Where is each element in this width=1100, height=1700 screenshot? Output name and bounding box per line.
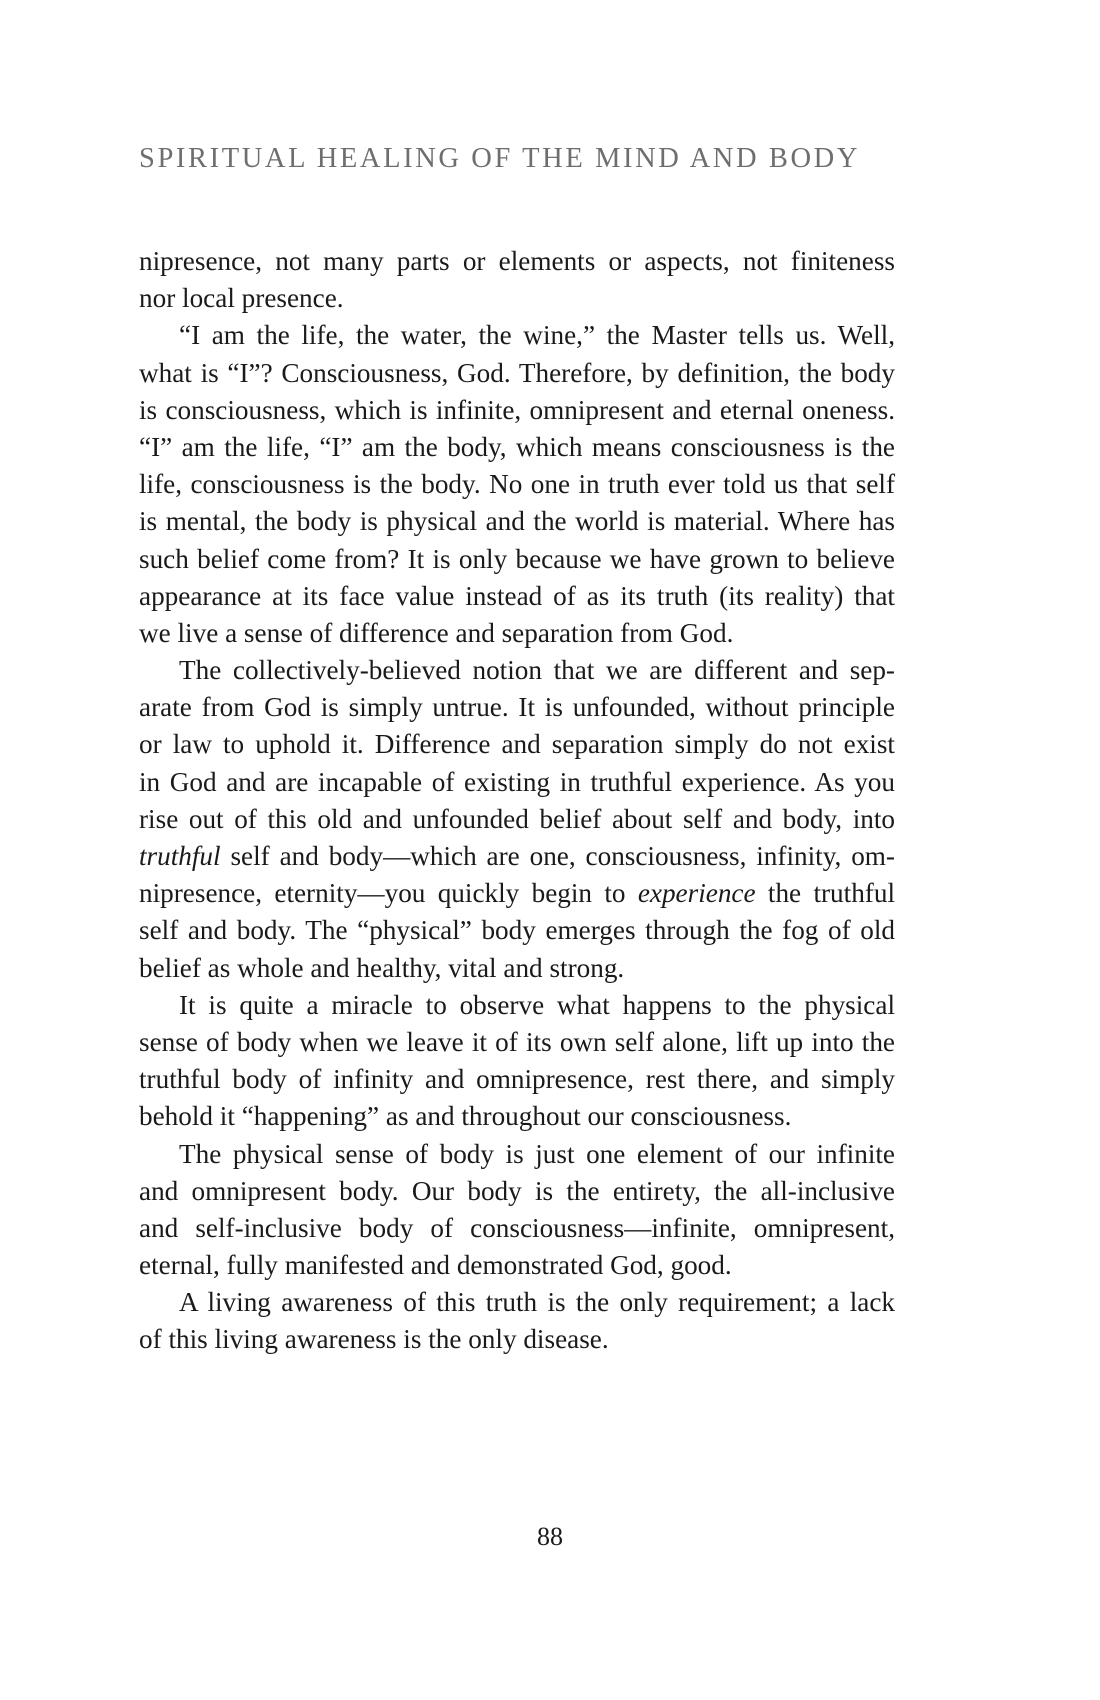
text-line: appearance at its face value instead of as its truth (its reality) that xyxy=(139,580,895,611)
body-text xyxy=(139,243,895,1359)
paragraph xyxy=(139,1284,895,1358)
text-line: or law to uphold it. Difference and separation simply do not exist xyxy=(139,729,895,760)
running-head: SPIRITUAL HEALING OF THE MIND AND BODY xyxy=(139,143,861,174)
page-number: 88 xyxy=(537,1522,563,1551)
italic-word: truthful xyxy=(139,841,221,871)
italic-word: experience xyxy=(637,878,756,909)
text-line: arate from God is simply untrue. It is unfounded, without principle xyxy=(139,692,895,723)
text-line: behold it “happening” as and throughout our consciousness. xyxy=(139,1101,792,1132)
text-line-with-italic xyxy=(139,838,895,875)
text-line: we live a sense of difference and separation from God. xyxy=(139,617,734,648)
text-segment: nipresence, eternity—you quickly begin to xyxy=(139,878,638,909)
text-line: “I am the life, the water, the wine,” the Master tells us. Well, xyxy=(179,320,895,351)
text-line: A living awareness of this truth is the only requirement; a lack xyxy=(179,1287,895,1318)
text-line: is consciousness, which is infinite, omnipresent and eternal oneness. xyxy=(139,394,895,425)
paragraph xyxy=(139,652,895,987)
text-line-with-italic xyxy=(139,875,895,912)
text-line: nipresence, not many parts or elements or aspects, not finiteness xyxy=(139,246,895,276)
text-line: is mental, the body is physical and the world is material. Where has xyxy=(139,506,895,537)
text-line: The physical sense of body is just one element of our infinite xyxy=(179,1138,895,1169)
text-segment: the truthful xyxy=(755,878,896,909)
text-line: truthful body of infinity and omnipresence, rest there, and simply xyxy=(139,1064,895,1095)
text-line: what is “I”? Consciousness, God. Therefore, by definition, the body xyxy=(139,357,895,388)
text-line: of this living awareness is the only disease. xyxy=(139,1324,609,1355)
text-line: eternal, fully manifested and demonstrated God, good. xyxy=(139,1250,732,1281)
paragraph xyxy=(139,1136,895,1285)
text-line: belief as whole and healthy, vital and strong. xyxy=(139,952,625,983)
paragraph xyxy=(139,243,895,317)
text-line: nor local presence. xyxy=(139,283,344,314)
text-line: self and body. The “physical” body emerges through the fog of old xyxy=(139,915,895,946)
text-line: It is quite a miracle to observe what happens to the physical xyxy=(179,989,895,1020)
text-line: The collectively-believed notion that we are different and sep- xyxy=(179,655,895,686)
text-line: in God and are incapable of existing in truthful experience. As you xyxy=(139,766,895,797)
text-line: “I” am the life, “I” am the body, which means consciousness is the xyxy=(139,431,895,462)
text-line: rise out of this old and unfounded belief about self and body, into xyxy=(139,803,895,834)
text-segment: self and body—which are one, consciousness, infinity, om- xyxy=(220,841,895,871)
text-line: and omnipresent body. Our body is the entirety, the all-inclusive xyxy=(139,1175,895,1206)
text-line: sense of body when we leave it of its own self alone, lift up into the xyxy=(139,1026,895,1057)
text-line: life, consciousness is the body. No one in truth ever told us that self xyxy=(139,469,895,500)
paragraph xyxy=(139,317,895,652)
text-line: such belief come from? It is only because we have grown to believe xyxy=(139,543,895,574)
paragraph xyxy=(139,987,895,1136)
text-line: and self-inclusive body of consciousness—infinite, omnipresent, xyxy=(139,1212,895,1243)
